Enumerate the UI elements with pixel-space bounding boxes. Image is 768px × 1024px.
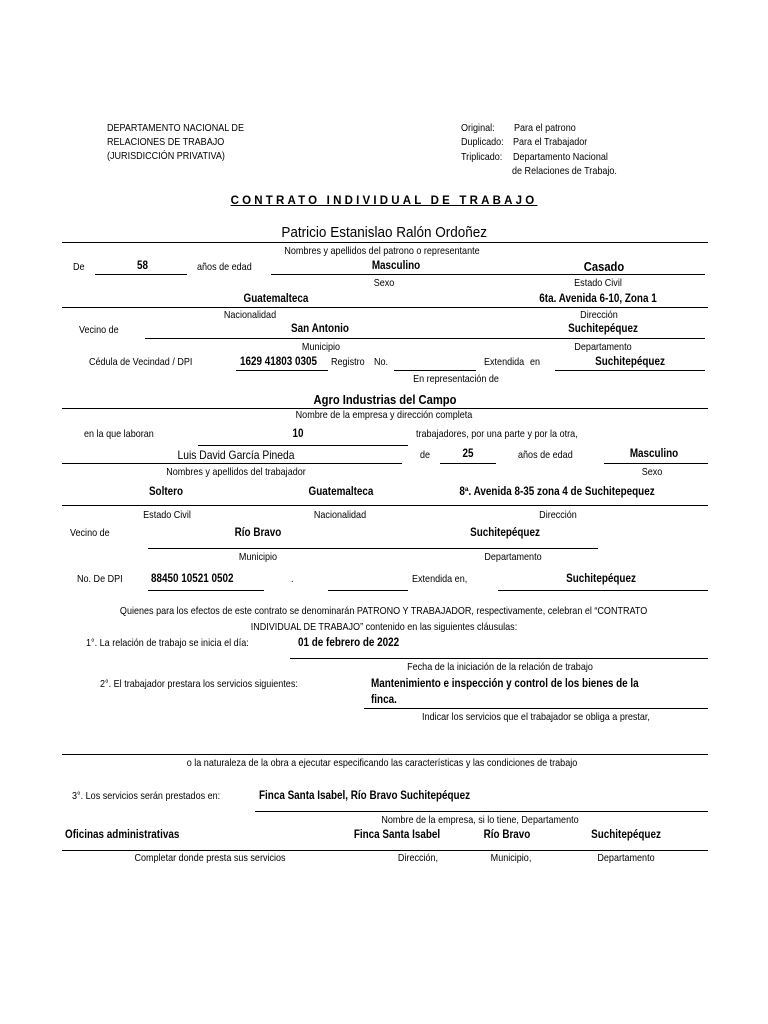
copy-label-triplicate: Triplicado: [461, 151, 503, 163]
worker-de-label: de [420, 449, 431, 461]
worker-civil-status: Soltero [148, 486, 184, 498]
worker-age-label: años de edad [518, 449, 573, 461]
employer-age: 58 [137, 260, 149, 272]
clause1-line [290, 658, 708, 659]
laboran-label: en la que laboran [84, 428, 154, 440]
employer-name-caption: Nombres y apellidos del patrono o representante [284, 245, 480, 257]
copy-label-original: Original: [461, 122, 495, 134]
employer-age-label: años de edad [197, 261, 252, 273]
employer-extendida-label: Extendida [484, 356, 525, 368]
worker-municipio: Río Bravo [234, 527, 282, 539]
clause2-caption: Indicar los servicios que el trabajador se obliga a prestar, [422, 711, 650, 723]
employer-municipio-caption: Municipio [301, 341, 341, 353]
clause2-label: 2°. El trabajador prestara los servicios siguientes: [100, 678, 298, 690]
worker-nationality-caption: Nacionalidad [313, 509, 367, 521]
worker-civil-line [62, 505, 708, 506]
clause2-services-line2: finca. [371, 694, 397, 706]
worker-dpi-line [148, 590, 264, 591]
employer-municipio: San Antonio [291, 323, 349, 335]
worker-vecino-label: Vecino de [70, 527, 110, 539]
worker-dpi: 88450 10521 0502 [151, 573, 234, 585]
worker-municipio-caption: Municipio [238, 551, 278, 563]
place-municipio: Río Bravo [483, 829, 531, 841]
employer-age-line [95, 274, 187, 275]
copy-value-triplicate-2: de Relaciones de Trabajo. [512, 165, 617, 177]
place-departamento: Suchitepéquez [591, 829, 661, 841]
worker-sex-caption: Sexo [641, 466, 663, 478]
clause3-caption: Nombre de la empresa, si lo tiene, Departamento [381, 814, 579, 826]
worker-sex-line [604, 463, 708, 464]
worker-departamento: Suchitepéquez [470, 527, 540, 539]
employer-nationality-line [62, 307, 708, 308]
clause1-label: 1°. La relación de trabajo se inicia el día: [86, 637, 249, 649]
worker-extendida-label: Extendida en, [412, 573, 468, 585]
representation-label: En representación de [413, 373, 499, 385]
clause3-place: Finca Santa Isabel, Río Bravo Suchitepéquez [259, 790, 471, 802]
place-caption: Completar donde presta sus servicios [134, 852, 286, 864]
department-name-line2: RELACIONES DE TRABAJO [107, 136, 225, 148]
employer-registro-label: Registro [331, 356, 365, 368]
copy-value-duplicate: Para el Trabajador [513, 136, 588, 148]
worker-count-line [198, 445, 408, 446]
trabajadores-text: trabajadores, por una parte y por la otra, [416, 428, 578, 440]
clause2-caption2: o la naturaleza de la obra a ejecutar especificando las características y las condiciones de trabajo [186, 757, 578, 769]
clause1-caption: Fecha de la iniciación de la relación de trabajo [407, 661, 593, 673]
intro-line1: Quienes para los efectos de este contrato se denominarán PATRONO Y TRABAJADOR, respectivamente, celebran el “CONTRATO [120, 605, 648, 617]
clause2-line2 [62, 754, 708, 755]
employer-municipio-line [145, 338, 705, 339]
place-mun-caption: Municipio, [490, 852, 532, 864]
place-type: Oficinas administrativas [65, 829, 180, 841]
copy-label-duplicate: Duplicado: [461, 136, 504, 148]
employer-departamento-caption: Departamento [574, 341, 632, 353]
employer-civil-status: Casado [583, 259, 625, 274]
clause1-start-date: 01 de febrero de 2022 [298, 637, 400, 649]
worker-name-caption: Nombres y apellidos del trabajador [166, 466, 306, 478]
department-name-line3: (JURISDICCIÓN PRIVATIVA) [107, 150, 225, 162]
employer-departamento: Suchitepéquez [568, 323, 638, 335]
employer-sex-civil-line [271, 274, 705, 275]
worker-address-caption: Dirección [539, 509, 577, 521]
intro-line2: INDIVIDUAL DE TRABAJO” contenido en las siguientes cláusulas: [250, 621, 518, 633]
company-name: Agro Industrias del Campo [313, 392, 457, 407]
worker-address: 8ª. Avenida 8-35 zona 4 de Suchitepequez [459, 486, 655, 498]
employer-registro-line [394, 370, 476, 371]
employer-dpi: 1629 41803 0305 [240, 356, 318, 368]
employer-sex: Masculino [371, 260, 421, 272]
worker-nationality: Guatemalteca [308, 486, 374, 498]
employer-en-label: en [530, 356, 541, 368]
clause2-services-line1: Mantenimiento e inspección y control de los bienes de la [371, 678, 639, 690]
worker-age-line [440, 463, 496, 464]
worker-age: 25 [462, 448, 474, 460]
employer-nationality-caption: Nacionalidad [223, 309, 277, 321]
clause3-line [255, 811, 708, 812]
employer-de-label: De [73, 261, 85, 273]
worker-departamento-caption: Departamento [484, 551, 542, 563]
document-title: CONTRATO INDIVIDUAL DE TRABAJO [230, 195, 538, 207]
employer-dpi-line [236, 370, 328, 371]
employer-address: 6ta. Avenida 6-10, Zona 1 [539, 293, 657, 305]
clause3-label: 3°. Los servicios serán prestados en: [72, 790, 221, 802]
worker-dpi-dot: . [291, 573, 294, 585]
employer-extendida-line [555, 370, 705, 371]
clause2-line [364, 708, 708, 709]
employer-dpi-label: Cédula de Vecindad / DPI [89, 356, 193, 368]
department-name-line1: DEPARTAMENTO NACIONAL DE [107, 122, 244, 134]
place-dir-caption: Dirección, [397, 852, 439, 864]
worker-name: Luis David García Pineda [177, 448, 295, 462]
employer-nationality: Guatemalteca [243, 293, 309, 305]
employer-no-label: No. [374, 356, 389, 368]
worker-civil-caption: Estado Civil [143, 509, 191, 521]
copy-value-original: Para el patrono [514, 122, 576, 134]
employer-name-line [62, 242, 708, 243]
worker-extendida-line [498, 590, 708, 591]
worker-dpi-extra-line [328, 590, 408, 591]
worker-dpi-label: No. De DPI [77, 573, 123, 585]
employer-extendida: Suchitepéquez [595, 356, 665, 368]
place-line [62, 850, 708, 851]
worker-extendida: Suchitepéquez [566, 573, 636, 585]
employer-address-caption: Dirección [580, 309, 618, 321]
worker-sex: Masculino [629, 448, 679, 460]
worker-name-line [62, 463, 402, 464]
employer-name: Patricio Estanislao Ralón Ordoñez [281, 224, 487, 241]
copy-value-triplicate: Departamento Nacional [513, 151, 608, 163]
place-dep-caption: Departamento [597, 852, 655, 864]
company-caption: Nombre de la empresa y dirección completa [295, 409, 473, 421]
worker-municipio-line [148, 548, 598, 549]
place-finca: Finca Santa Isabel [353, 829, 441, 841]
employer-civil-caption: Estado Civil [574, 277, 622, 289]
worker-count: 10 [292, 428, 304, 440]
employer-sex-caption: Sexo [373, 277, 395, 289]
employer-vecino-label: Vecino de [79, 324, 119, 336]
